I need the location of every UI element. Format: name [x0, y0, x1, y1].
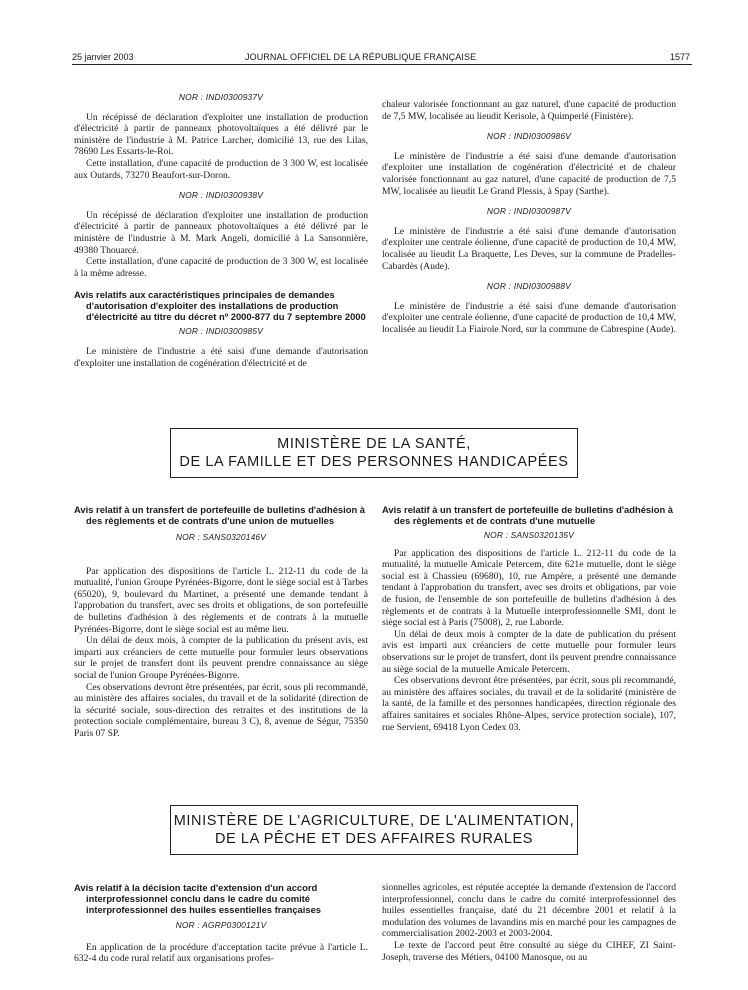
header-date: 25 janvier 2003	[72, 52, 134, 62]
top-left-column	[74, 92, 368, 369]
nor-reference: NOR : SANS0320135V	[483, 530, 575, 540]
ministry-title-line: MINISTÈRE DE LA SANTÉ,	[277, 436, 471, 452]
ministry-title-line: MINISTÈRE DE L'AGRICULTURE, DE L'ALIMENTATION,	[173, 813, 575, 829]
bottom-right-column	[382, 882, 676, 963]
nor-reference: NOR : INDI0300988V	[486, 281, 572, 292]
paragraph: Un délai de deux mois à compter de la date de publication du présent avis est imparti aux créanciers de cette mutuelle pour formuler leurs observations sur le projet de transfert, dont ils peuvent prendre connaissance au siège social de la mutuelle Amicale Petercem.	[382, 628, 676, 675]
journal-title: JOURNAL OFFICIEL DE LA RÉPUBLIQUE FRANÇAISE	[245, 52, 477, 62]
notice-heading: Avis relatif à un transfert de portefeuille de bulletins d'adhésion à des règlements et de contrats d'une union de mutuelles	[74, 504, 366, 526]
notice-heading: Avis relatif à un transfert de portefeuille de bulletins d'adhésion à des règlements et de contrats d'une mutuelle	[382, 504, 674, 526]
top-right-column	[382, 99, 676, 336]
paragraph: Ces observations devront être présentées, par écrit, sous pli recommandé, au ministère des affaires sociales, du travail et de la solidarité (ministère de la santé, de la famille et des personnes handicapées, direction régionale des affaires sanitaires et sociales Rhône-Alpes, service protection sociale), 107, rue Servient, 69418 Lyon Cedex 03.	[382, 675, 676, 733]
paragraph: Le texte de l'accord peut être consulté au siège du CIHEF, ZI Saint-Joseph, traverse des Métiers, 04100 Manosque, ou au	[382, 939, 676, 963]
notice-heading: Avis relatif à la décision tacite d'extension d'un accord interprofessionnel conclu dans le cadre du comité interprofessionnel des huiles essentielles françaises	[74, 882, 321, 915]
paragraph: Le ministère de l'industrie a été saisi d'une demande d'autorisation d'exploiter une centrale éolienne, d'une capacité de production de 10,4 MW, localisée au lieudit La Braquette, Les Deves, sur la commune de Pradelles-Cabardès (Aude).	[382, 225, 676, 272]
bottom-left-column	[74, 882, 368, 965]
paragraph: Par application des dispositions de l'article L. 212-11 du code de la mutualité, la mutuelle Amicale Petercem, dite 621e mutuelle, dont le siège social est à Chassieu (69680), 10, rue Ampère, a présenté une demande tendant à l'approbation du transfert, avec ses droits et obligations, par voie de fusion, de l'ensemble de son portefeuille de bulletins d'adhésion à des règlements et de contrats à la Mutuelle interprofessionnelle SMI, dont le siège social est à Paris (75008), 2, rue Laborde.	[382, 547, 676, 629]
notice-heading: Avis relatifs aux caractéristiques principales de demandes d'autorisation d'exploiter des installations de production d'électricité au titre du décret nº 2000-877 du 7 septembre 2000	[74, 289, 366, 323]
paragraph: sionnelles agricoles, est réputée acceptée la demande d'extension de l'accord interprofessionnel, conclu dans le cadre du comité interprofessionnel des huiles essentielles française, daté du 21 décembre 2001 et relatif à la modulation des volumes de lavandins mis en marché pour les campagnes de commercialisation 2002-2003 et 2003-2004.	[382, 882, 676, 940]
nor-reference: NOR : INDI0300937V	[178, 92, 264, 102]
ministry-box-agriculture	[170, 805, 578, 855]
nor-reference: NOR : AGRP0300121V	[175, 920, 267, 930]
paragraph: Le ministère de l'industrie a été saisi d'une demande d'autorisation d'exploiter une installation de cogénération d'électricité et de	[74, 345, 368, 369]
paragraph: chaleur valorisée fonctionnant au gaz naturel, d'une capacité de production de 7,5 MW, localisée au lieudit Kerisole, à Quimperlé (Finistère).	[382, 99, 676, 122]
paragraph: Le ministère de l'industrie a été saisi d'une demande d'autorisation d'exploiter une centrale éolienne, d'une capacité de production de 10,4 MW, localisée au lieudit La Fiairole Nord, sur la commune de Cabrespine (Aude).	[382, 300, 676, 335]
ministry-box-sante	[170, 428, 578, 478]
mid-left-column	[74, 504, 368, 740]
paragraph: Un récépissé de déclaration d'exploiter une installation de production d'électricité à partir de panneaux photovoltaïques a été délivré par le ministère de l'industrie à M. Mark Angeli, domicilié à La Sansonnière, 49380 Thouarcé.	[74, 209, 368, 256]
paragraph: Le ministère de l'industrie a été saisi d'une demande d'autorisation d'exploiter une installation de cogénération d'électricité et de chaleur valorisée fonctionnant au gaz naturel, d'une capacité de production de 7,5 MW, localisée au lieudit Le Grand Plessis, à Spay (Sarthe).	[382, 150, 676, 197]
ministry-title-line: DE LA FAMILLE ET DES PERSONNES HANDICAPÉES	[179, 454, 569, 470]
paragraph: Ces observations devront être présentées, par écrit, sous pli recommandé, au ministère des affaires sociales, du travail et de la solidarité (direction de la sécurité sociale, sous-direction des retraites et des institutions de la protection sociale complémentaire, bureau 3 C), 8, avenue de Ségur, 75350 Paris 07 SP.	[74, 681, 368, 739]
paragraph: Un récépissé de déclaration d'exploiter une installation de production d'électricité à partir de panneaux photovoltaïques a été délivré par le ministère de l'industrie à M. Patrice Larcher, domicilié 13, rue des Lilas, 78690 Les Essarts-le-Roi.	[74, 111, 368, 158]
ministry-title-line: DE LA PÊCHE ET DES AFFAIRES RURALES	[214, 831, 534, 847]
header-rule	[72, 64, 692, 65]
paragraph: Cette installation, d'une capacité de production de 3 300 W, est localisée aux Outards, 73270 Beaufort-sur-Doron.	[74, 157, 368, 181]
mid-right-column	[382, 504, 676, 733]
nor-reference: NOR : INDI0300938V	[178, 190, 264, 201]
paragraph: Par application des dispositions de l'article L. 212-11 du code de la mutualité, l'union Groupe Pyrénées-Bigorre, dont le siège social est à Tarbes (65020), 9, boulevard du Martinet, a présenté une demande tendant à l'approbation du transfert, avec ses droits et obligations, de son portefeuille de bulletins d'adhésion à des règlements et de contrats à la mutuelle Pyrénées-Bigorre, dont le siège social est au même lieu.	[74, 565, 368, 635]
nor-reference: NOR : SANS0320146V	[175, 532, 267, 542]
nor-reference: NOR : INDI0300985V	[178, 326, 264, 337]
paragraph: Un délai de deux mois, à compter de la publication du présent avis, est imparti aux créanciers de cette mutuelle pour formuler leurs observations sur le projet de transfert dont ils peuvent prendre connaissance au siège social de l'union Groupe Pyrénées-Bigorre.	[74, 635, 368, 681]
page-number: 1577	[669, 52, 690, 62]
paragraph: Cette installation, d'une capacité de production de 3 300 W, est localisée à la même adresse.	[74, 256, 368, 279]
nor-reference: NOR : INDI0300986V	[486, 131, 572, 142]
nor-reference: NOR : INDI0300987V	[486, 206, 572, 217]
paragraph: En application de la procédure d'acceptation tacite prévue à l'article L. 632-4 du code rural relatif aux organisations profes-	[74, 941, 368, 965]
